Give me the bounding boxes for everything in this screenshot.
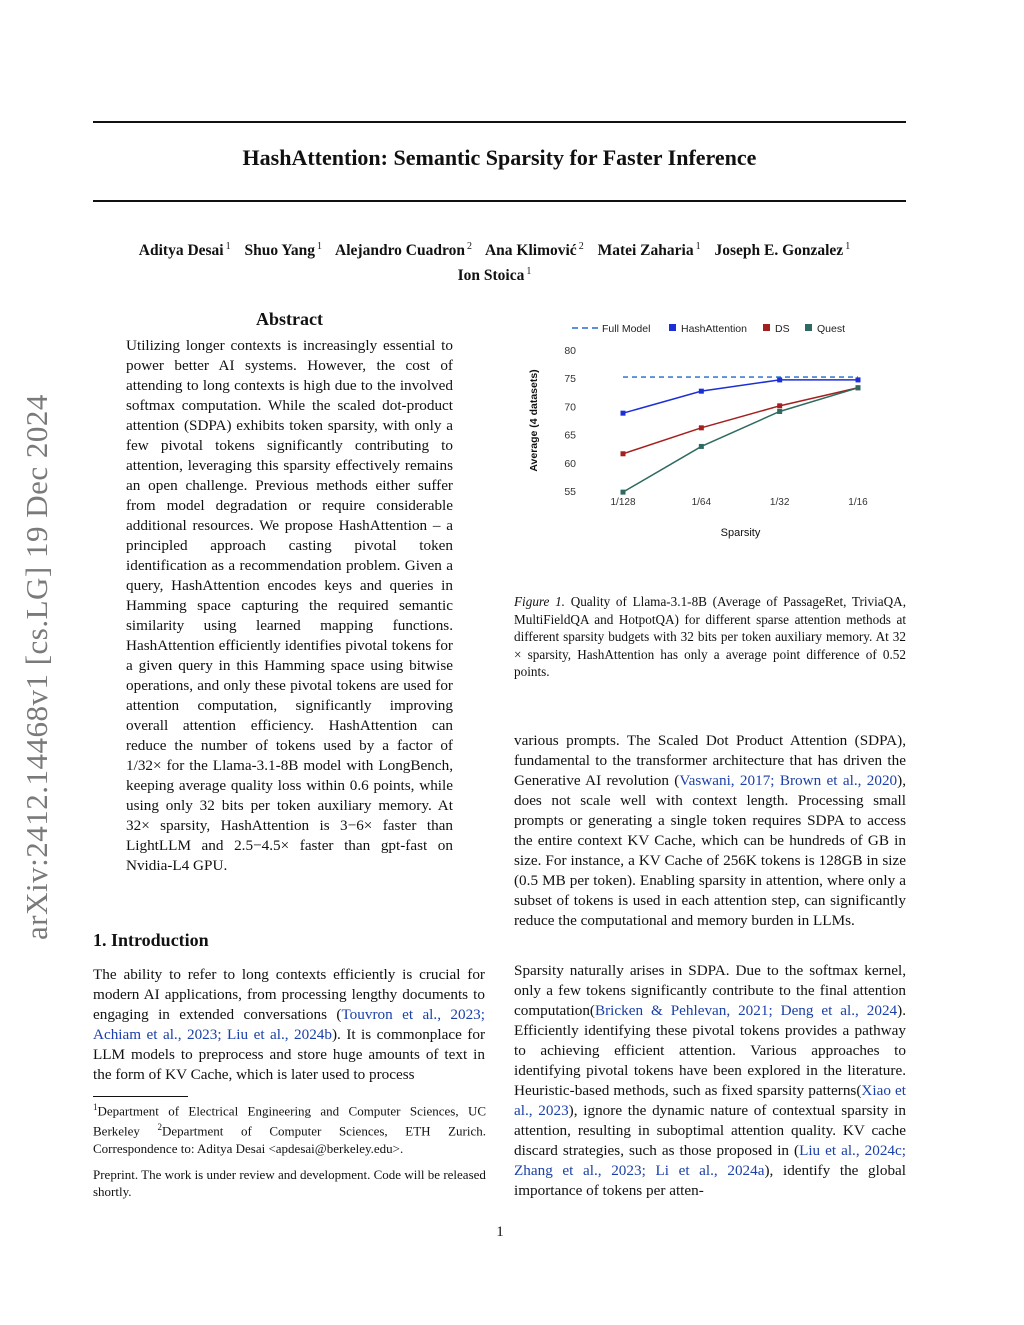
legend-swatch: [763, 324, 770, 331]
legend-label: Quest: [817, 323, 846, 335]
intro-paragraph: [93, 965, 485, 1085]
body-text: ), ignore the dynamic nature of contextual sparsity in attention, resulting in suboptimal attention quality. KV cache discard strategies, such as those proposed in (: [514, 1102, 906, 1159]
top-rule: [93, 121, 906, 123]
data-point: [777, 377, 782, 382]
legend-swatch: [669, 324, 676, 331]
y-tick-label: 75: [564, 373, 576, 386]
body-paragraph: [514, 731, 906, 931]
author-affiliation: 1: [317, 241, 322, 252]
body-text: ), does not scale well with context length. Processing small prompts or generating a single token requires SDPA to access the entire context KV Cache, which can be hundreds of GB in size. For instance, a KV Cache of 256K tokens is 128GB in size (0.5 MB per token). Enabling sparsity in attention, where only a subset of tokens is used in each attention step, can significantly reduce the computational and memory burden in LLMs.: [514, 772, 906, 929]
footnote-affiliations: $^1$Department of Electrical Engineering and Computer Sciences, UC Berkeley $^2$Department of Computer Sciences, ETH Zurich. Correspondence to: Aditya Desai <apdesai@berkeley.edu>.: [93, 1102, 487, 1156]
title-bottom-rule: [93, 200, 906, 202]
author-affiliation: 1: [526, 266, 532, 278]
figure-label: Figure 1.: [514, 594, 565, 609]
page-number: 1: [496, 1224, 504, 1240]
abstract-heading: Abstract: [256, 309, 323, 329]
data-point: [777, 409, 782, 414]
author-name: Ana Klimović: [484, 242, 577, 260]
body-text: ), identify the global importance of tokens per atten-: [514, 1162, 906, 1199]
author-affiliation: 1: [695, 241, 701, 252]
data-point: [777, 403, 782, 408]
figure-1-caption: [514, 593, 906, 681]
legend-label: HashAttention: [681, 323, 747, 335]
section-heading-introduction: 1. Introduction: [93, 930, 209, 950]
citation-link[interactable]: Liu et al., 2024c; Zhang et al., 2023; Li et al., 2024a: [514, 1142, 906, 1179]
y-tick-label: 55: [564, 486, 576, 498]
y-tick-label: 65: [564, 429, 576, 442]
data-point: [621, 490, 626, 495]
citation-link[interactable]: Bricken & Pehlevan, 2021; Deng et al., 2024: [594, 1002, 898, 1019]
figure-1-chart: [520, 312, 910, 547]
author-list: [93, 236, 906, 286]
preprint-note: Preprint. The work is under review and development. Code will be released shortly.: [93, 1167, 486, 1199]
author-name: Aditya Desai: [138, 242, 224, 260]
author-name: Ion Stoica: [457, 267, 525, 285]
citation-link[interactable]: Vaswani, 2017; Brown et al., 2020: [679, 772, 898, 789]
citation-link[interactable]: Xiao et al., 2023: [514, 1082, 906, 1119]
author-name: Shuo Yang: [244, 242, 315, 260]
arxiv-identifier: arXiv:2412.14468v1 [cs.LG] 19 Dec 2024: [19, 394, 54, 940]
x-tick-label: 1/16: [848, 497, 868, 508]
body-text: various prompts. The Scaled Dot Product Attention (SDPA), fundamental to the transformer architecture that has driven the Generative AI revolution (: [514, 732, 906, 789]
body-text: Sparsity naturally arises in SDPA. Due to the softmax kernel, only a few tokens significantly contribute to the final attention computation(: [514, 962, 906, 1019]
body-text: ). Efficiently identifying these pivotal tokens provides a pathway to achieving efficient attention. Various approaches to identifying pivotal tokens have been explored in the literature. Heuristic-based methods, such as fixed sparsity patterns(: [514, 1002, 906, 1099]
legend-label: Full Model: [602, 323, 651, 335]
footnote-text: Department of Electrical Engineering and Computer Sciences, UC Berkeley: [93, 1103, 486, 1139]
x-tick-label: 1/64: [691, 497, 712, 508]
x-axis-label: Sparsity: [720, 527, 761, 539]
x-tick-label: 1/32: [769, 497, 790, 508]
data-point: [856, 377, 861, 382]
caption-text: Quality of Llama-3.1-8B (Average of PassageRet, TriviaQA, MultiFieldQA and HotpotQA) for different sparse attention methods at different sparsity budgets with 32 bits per token auxiliary memory. At 32 × sparsity, HashAttention has only a average point difference of 0.52 points.: [514, 594, 907, 679]
data-point: [699, 444, 704, 449]
abstract-text: Utilizing longer contexts is increasingly essential to power better AI systems. However, the cost of attending to long contexts is high due to the involved softmax computation. While the scaled dot-product attention (SDPA) exhibits token sparsity, with only a few pivotal tokens significantly contributing to attention, leveraging this sparsity effectively remains an open challenge. Previous methods either suffer from model degradation or require considerable additional resources. We propose HashAttention – a principled approach casting pivotal token identification as a recommendation problem. Given a query, HashAttention encodes keys and queries in Hamming space capturing the required semantic similarity using learned mapping functions. HashAttention efficiently identifies pivotal tokens for a given query in this Hamming space using bitwise operations, and only these pivotal tokens are used for attention computation, significantly improving overall attention efficiency. HashAttention can reduce the number of tokens used by a factor of 1/32× for the Llama-3.1-8B model with LongBench, keeping average quality loss within 0.6 points, while using only 32 bits per token auxiliary memory. At 32× sparsity, HashAttention is 3−6× faster than LightLLM and 2.5−4.5× faster than gpt-fast on Nvidia-L4 GPU.: [126, 337, 453, 874]
data-point: [856, 385, 861, 390]
author-name: Joseph E. Gonzalez: [714, 242, 844, 260]
x-tick-label: 1/128: [610, 497, 636, 508]
author-affiliation: 2: [578, 241, 584, 252]
author-affiliation: 2: [466, 241, 472, 252]
data-point: [621, 451, 626, 456]
footnote-text: Department of Computer Sciences, ETH Zurich. Correspondence to: Aditya Desai <apdesai@berkeley.edu>.: [93, 1123, 487, 1156]
author-affiliation: 1: [845, 241, 851, 252]
y-tick-label: 60: [564, 457, 576, 470]
intro-text: The ability to refer to long contexts efficiently is crucial for modern AI applications, from processing lengthy documents to engaging in extended conversations (: [93, 966, 485, 1023]
legend-label: DS: [775, 323, 790, 335]
intro-text: ). It is commonplace for LLM models to preprocess and store huge amounts of text in the form of KV Cache, which is later used to process: [93, 1026, 486, 1083]
author-name: Matei Zaharia: [597, 242, 694, 260]
y-tick-label: 70: [564, 401, 576, 414]
body-paragraph: [514, 961, 906, 1201]
citation-link[interactable]: Touvron et al., 2023; Achiam et al., 2023; Liu et al., 2024b: [93, 1006, 485, 1043]
data-point: [621, 411, 626, 416]
y-tick-label: 80: [564, 345, 576, 357]
y-axis-label: Average (4 datasets): [528, 369, 540, 472]
paper-title: HashAttention: Semantic Sparsity for Faster Inference: [242, 145, 757, 170]
data-point: [699, 425, 704, 430]
data-point: [699, 389, 704, 394]
author-name: Alejandro Cuadron: [335, 242, 465, 260]
footnote-divider: [93, 1096, 188, 1097]
legend-swatch: [805, 324, 812, 331]
author-affiliation: 1: [225, 241, 231, 252]
